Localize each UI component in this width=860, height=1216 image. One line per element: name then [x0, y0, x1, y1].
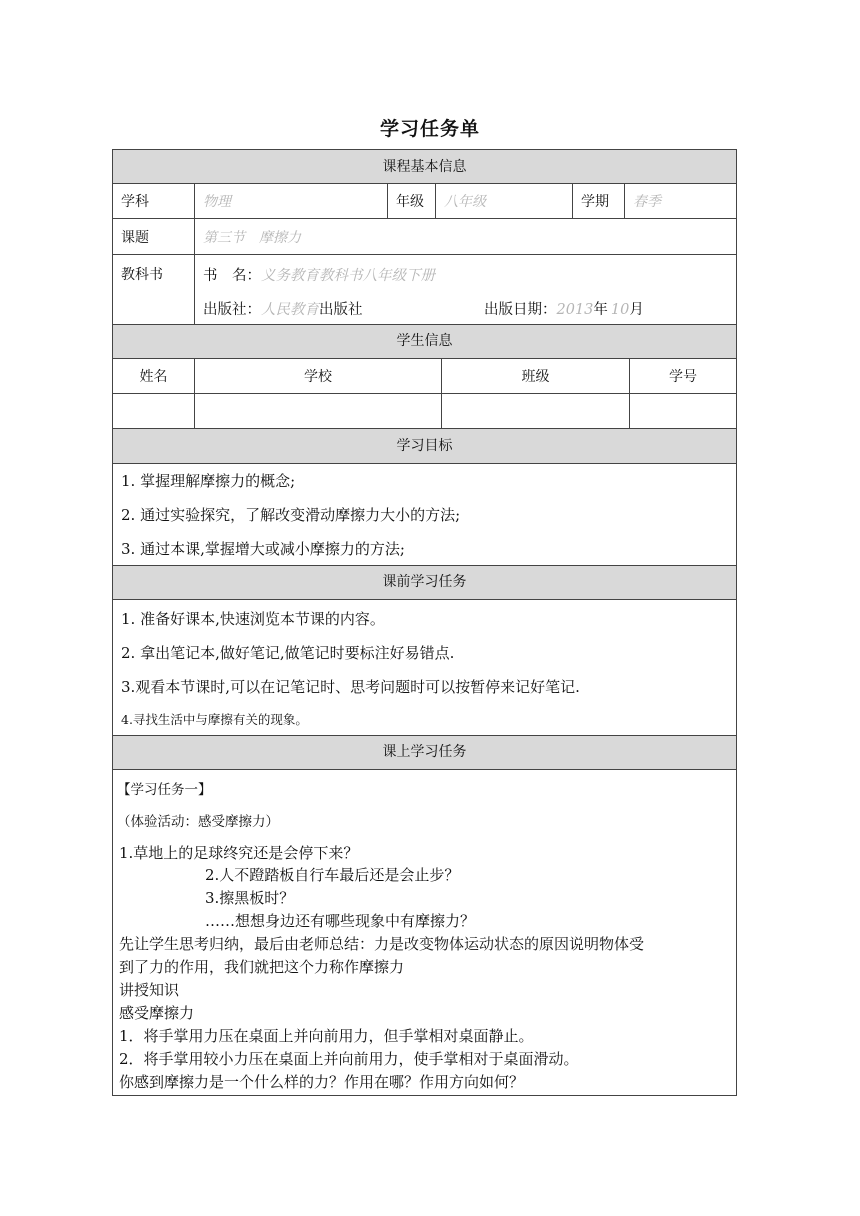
objectives-header [112, 429, 737, 464]
pre-class-header [112, 566, 737, 600]
col-student-id: 学号 [629, 359, 736, 393]
col-name: 姓名 [139, 369, 168, 385]
month-unit: 月 [629, 302, 644, 318]
pre-class-item: 4.寻找生活中与摩擦有关的现象。 [121, 712, 308, 727]
page-title: 学习任务单 [379, 118, 480, 140]
book-name-line [203, 264, 435, 285]
student-id-field[interactable] [629, 394, 736, 428]
content-line: 1．将手掌用力压在桌面上并向前用力，但手掌相对桌面静止。 [119, 1027, 534, 1045]
book-name-value: 义务教育教科书八年级下册 [261, 268, 435, 284]
activity-title: （体验活动：感受摩擦力） [117, 814, 279, 830]
class-field[interactable] [441, 394, 629, 428]
in-class-body [112, 770, 737, 1096]
content-line: 先让学生思考归纳，最后由老师总结：力是改变物体运动状态的原因说明物体受 [119, 935, 645, 953]
pre-class-item: 2. 拿出笔记本,做好笔记,做笔记时要标注好易错点. [121, 644, 455, 662]
content-line: 你感到摩擦力是一个什么样的力？作用在哪？作用方向如何？ [119, 1073, 525, 1091]
student-columns-row [112, 359, 737, 394]
content-line: 2.人不蹬踏板自行车最后还是会止步？ [205, 866, 460, 884]
student-info-header [112, 325, 737, 359]
content-line: ……想想身边还有哪些现象中有摩擦力？ [205, 912, 476, 930]
pub-month: 10 [610, 302, 630, 318]
in-class-header [112, 736, 737, 770]
publisher-line [203, 298, 363, 319]
book-name-label: 书 名： [203, 268, 261, 284]
pub-year: 2013 [556, 302, 594, 318]
topic-label: 课题 [121, 229, 149, 246]
content-line: 1.草地上的足球终究还是会停下来？ [119, 844, 359, 862]
content-line: 2．将手掌用较小力压在桌面上并向前用力，使手掌相对于桌面滑动。 [119, 1050, 579, 1068]
publisher-value: 人民教育 [261, 302, 319, 318]
objectives-header-label: 学习目标 [396, 438, 453, 454]
in-class-header-label: 课上学习任务 [382, 744, 467, 760]
topic-value: 第三节 摩擦力 [194, 219, 736, 254]
content-line: 感受摩擦力 [119, 1004, 195, 1022]
term-label: 学期 [572, 184, 624, 218]
student-values-row [112, 394, 737, 429]
pub-date-label: 出版日期： [484, 302, 557, 318]
content-line: 到了力的作用，我们就把这个力称作摩擦力 [119, 958, 405, 976]
student-info-header-label: 学生信息 [396, 333, 453, 349]
school-field[interactable] [194, 394, 441, 428]
pre-class-item: 3.观看本节课时,可以在记笔记时、思考问题时可以按暂停来记好笔记. [121, 678, 580, 696]
textbook-label: 教科书 [121, 267, 163, 283]
col-class: 班级 [441, 359, 629, 393]
col-school: 学校 [194, 359, 441, 393]
objective-item: 2. 通过实验探究，了解改变滑动摩擦力大小的方法; [121, 506, 461, 524]
textbook-row [112, 255, 737, 325]
task-one-title: 【学习任务一】 [117, 782, 212, 798]
content-line: 讲授知识 [119, 981, 180, 999]
topic-row [112, 219, 737, 255]
objective-item: 1. 掌握理解摩擦力的概念; [121, 472, 296, 490]
content-line: 3.擦黑板时？ [205, 889, 295, 907]
subject-value: 物理 [194, 184, 387, 218]
publisher-suffix: 出版社 [319, 302, 363, 318]
pub-date-line [484, 298, 644, 319]
publisher-label: 出版社： [203, 302, 261, 318]
subject-row [112, 184, 737, 219]
year-unit: 年 [593, 302, 608, 318]
subject-label: 学科 [121, 194, 149, 210]
term-value: 春季 [624, 184, 736, 218]
course-info-header [112, 149, 737, 184]
pre-class-item: 1. 准备好课本,快速浏览本节课的内容。 [121, 610, 385, 628]
task-sheet-table [112, 149, 737, 1096]
grade-value: 八年级 [435, 184, 572, 218]
objective-item: 3. 通过本课,掌握增大或减小摩擦力的方法; [121, 540, 405, 558]
grade-label: 年级 [387, 184, 435, 218]
course-info-header-label: 课程基本信息 [382, 159, 467, 175]
objectives-body [112, 464, 737, 566]
name-field[interactable] [113, 394, 194, 428]
pre-class-body [112, 600, 737, 736]
textbook-info [194, 255, 736, 324]
pre-class-header-label: 课前学习任务 [382, 574, 467, 590]
